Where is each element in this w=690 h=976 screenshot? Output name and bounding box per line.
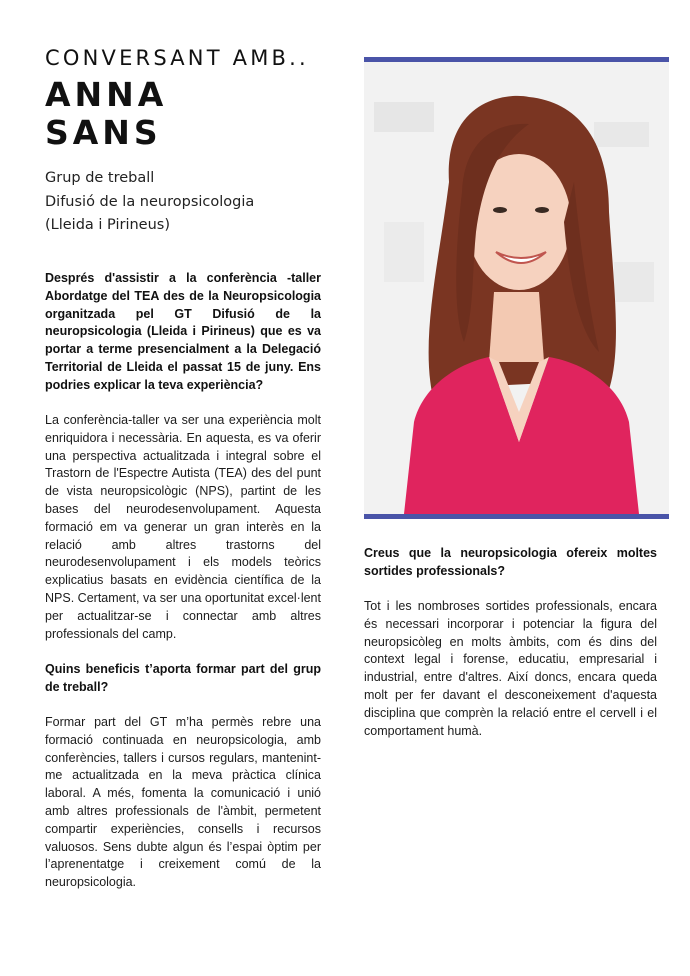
answer-3: Tot i les nombroses sortides professionals, encara és necessari incorporar i potenciar la figura del neuropsicòleg en molts àmbits, com és dins del context legal i forense, educatiu, empresarial i industrial, entre d'altres. Així doncs, encara queda molt per fer davant el desconeixement d'aquesta disciplina que comprèn la relació entre el cervell i el comportament humà. xyxy=(364,599,657,738)
portrait-illustration xyxy=(364,62,669,514)
right-column xyxy=(364,545,657,758)
answer-1: La conferència-taller va ser una experiència molt enriquidora i necessària. En aquesta, es va oferir una perspectiva actualitzada i integral sobre el Trastorn de l'Espectre Autista (TEA) des del punt de vista neuropsicològic (NPS), partint de les bases del neurodesenvolupament. Aquesta formació em va generar un gran interès en la relació amb altres trastorns del neurodesenvolupament i els models teòrics explicatius basats en evidència científica de la NPS. Certament, va ser una oportunitat excel·lent per actualitzar-se i connectar amb altres professionals del camp. xyxy=(45,413,321,641)
subtitle-line-1: Grup de treball xyxy=(45,170,155,186)
answer-2: Formar part del GT m’ha permès rebre una formació continuada en neuropsicologia, amb conferències, tallers i cursos regulars, mantenint-me actualitzada en la meva pràctica clínica laboral. A més, fomenta la comunicació i unió amb altres professionals de l'àmbit, permetent compartir experiències, consells i recursos valuosos. Sens dubte algun és l’espai òptim per l’aprenentatge i creixement comú de la neuropsicologia. xyxy=(45,715,321,890)
question-3: Creus que la neuropsicologia ofereix moltes sortides professionals? xyxy=(364,546,657,578)
name-line-1: ANNA xyxy=(45,75,168,114)
question-1: Després d'assistir a la conferència -taller Abordatge del TEA des de la Neuropsicologia organitzada pel GT Difusió de la neuropsicologia (Lleida i Pirineus) que es va portar a terme presencialment a la Delegació Territorial de Lleida el passat 15 de juny. Ens podries explicar la teva experiència? xyxy=(45,271,321,392)
interviewee-name xyxy=(45,76,167,152)
subtitle-line-3: (Lleida i Pirineus) xyxy=(45,217,171,233)
header-kicker: CONVERSANT AMB.. xyxy=(45,46,309,70)
subtitle-line-2: Difusió de la neuropsicologia xyxy=(45,193,255,210)
photo-bottom-border xyxy=(364,514,669,519)
left-column xyxy=(45,270,321,910)
question-2: Quins beneficis t’aporta formar part del grup de treball? xyxy=(45,661,321,694)
name-line-2: SANS xyxy=(45,113,162,152)
working-group-subtitle xyxy=(45,167,254,238)
portrait-photo xyxy=(364,57,669,519)
